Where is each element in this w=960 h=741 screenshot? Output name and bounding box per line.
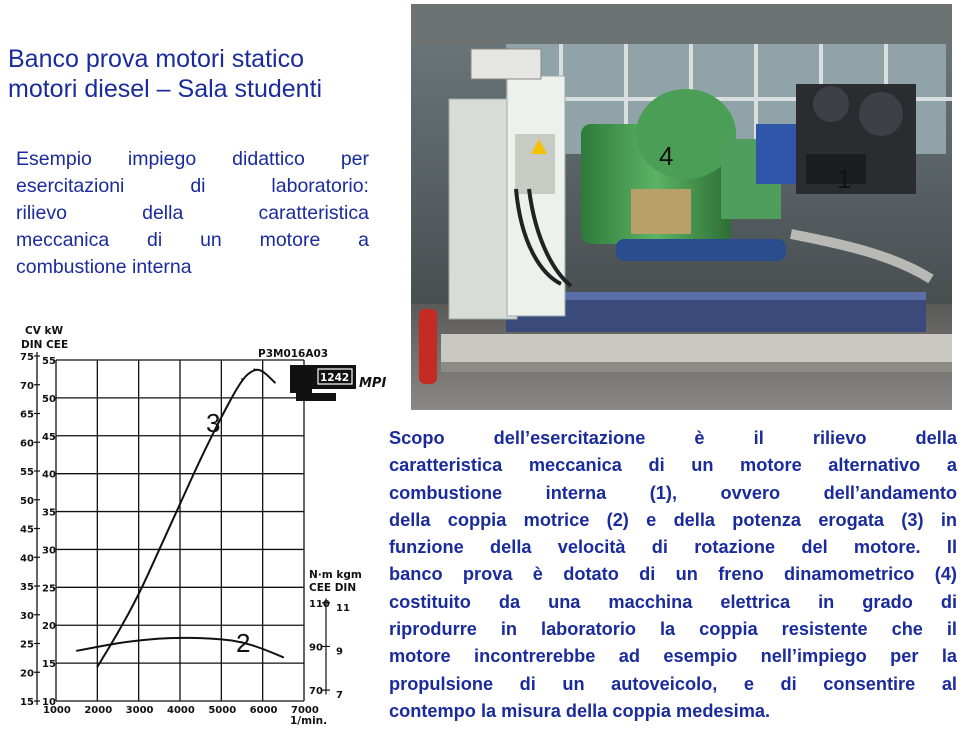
power-point (117, 632, 119, 634)
torque-unit-1: N·m kgm (309, 569, 362, 581)
kw-tick-label: 45 (42, 431, 56, 443)
torque-point (179, 637, 181, 639)
intro-line-4 (16, 227, 369, 254)
power-point (221, 416, 223, 418)
description-paragraph (389, 425, 957, 725)
nm-tick-label: 70 (309, 686, 323, 698)
intro-line-2 (16, 173, 369, 200)
torque-point (200, 637, 202, 639)
chart-header-left: CV kW (25, 325, 64, 337)
intro-word: di (147, 229, 163, 251)
cv-tick-label: 70 (20, 380, 34, 392)
power-point (97, 666, 99, 668)
power-curve (97, 370, 275, 667)
x-tick-label: 6000 (249, 705, 278, 716)
intro-word: meccanica (16, 229, 110, 251)
chart-engine-suffix: MPI (359, 376, 387, 391)
power-point (254, 368, 256, 370)
x-tick-label: 2000 (84, 705, 113, 716)
kgm-tick-label: 9 (336, 646, 343, 658)
intro-paragraph (16, 146, 369, 281)
intro-line-1 (16, 146, 369, 173)
intro-word: Esempio (16, 148, 92, 170)
chart-svg (0, 318, 395, 736)
cv-tick-label: 40 (20, 553, 34, 565)
torque-point (76, 650, 78, 652)
intro-word: un (200, 229, 222, 251)
kw-tick-label: 35 (42, 507, 56, 519)
intro-word: rilievo (16, 202, 67, 224)
intro-word: a (358, 229, 369, 251)
torque-point (283, 657, 285, 659)
torque-unit-2: CEE DIN (309, 582, 357, 594)
cv-tick-label: 25 (20, 639, 34, 651)
desc-line: riprodurre in laboratorio la coppia resistente che il (389, 619, 957, 640)
torque-point (117, 642, 119, 644)
chart-grid (37, 352, 326, 705)
x-tick-label: 7000 (291, 705, 319, 716)
power-point (200, 458, 202, 460)
kw-tick-label: 15 (42, 659, 56, 671)
desc-line: combustione interna (1), ovvero dell’andamento (389, 482, 957, 503)
cv-tick-label: 30 (20, 610, 34, 622)
intro-word: caratteristica (258, 202, 369, 224)
cv-tick-label: 20 (20, 668, 34, 680)
torque-point (97, 646, 99, 648)
x-tick-label: 4000 (167, 705, 195, 716)
torque-point (159, 638, 161, 640)
intro-word: motore (259, 229, 321, 251)
desc-line: Scopo dell’esercitazione è il rilievo della (389, 428, 957, 448)
cv-tick-label: 35 (20, 582, 34, 593)
kw-tick-label: 40 (42, 469, 56, 481)
power-curve-label: 3 (206, 408, 221, 438)
power-point (274, 382, 276, 384)
cv-tick-label: 65 (20, 409, 34, 421)
test-bench-illustration (411, 4, 952, 410)
kw-tick-label: 30 (42, 545, 56, 557)
desc-line: contempo la misura della coppia medesima. (389, 700, 771, 721)
kw-tick-label: 20 (42, 621, 56, 633)
power-point (241, 378, 243, 380)
x-tick-label: 3000 (125, 705, 154, 716)
desc-line: caratteristica meccanica di un motore alternativo a (389, 455, 957, 476)
photo-marker-4: 4 (659, 141, 674, 171)
power-point (159, 549, 161, 551)
torque-point (262, 648, 264, 650)
power-point (262, 370, 264, 372)
engine-performance-chart (0, 318, 395, 736)
cv-tick-label: 15 (20, 697, 34, 708)
intro-word: didattico (232, 148, 305, 170)
nm-tick-label: 90 (309, 642, 323, 654)
intro-word: esercitazioni (16, 175, 125, 197)
kw-tick-label: 10 (42, 697, 56, 708)
x-tick-label: 5000 (208, 705, 237, 716)
page-title (8, 44, 403, 104)
intro-line-5: combustione interna (16, 256, 192, 278)
photo-marker-1: 1 (837, 164, 852, 194)
cv-tick-label: 50 (20, 495, 34, 507)
desc-line: banco prova è dotato di un freno dinamometrico (4) (389, 564, 957, 585)
chart-engine-code: P3M016A03 (258, 348, 329, 360)
desc-line: motore incontrerebbe ad esempio nell’impiego per la (389, 646, 957, 667)
kw-tick-label: 25 (42, 583, 56, 595)
power-point (138, 594, 140, 596)
desc-line: della coppia motrice (2) e della potenza erogata (3) in (389, 509, 957, 530)
intro-word: laboratorio: (271, 175, 369, 197)
title-line-1: Banco prova motori statico (8, 45, 304, 73)
torque-point (221, 638, 223, 640)
intro-word: impiego (127, 148, 197, 170)
cv-tick-label: 45 (20, 524, 34, 536)
torque-curve-label: 2 (236, 628, 251, 658)
chart-engine-badge: 1242 (320, 372, 350, 384)
torque-point (138, 640, 140, 642)
test-bench-photo (411, 4, 952, 410)
nm-tick-label: 110 (309, 598, 330, 610)
chart-ticks (20, 352, 350, 716)
intro-word: per (340, 148, 369, 170)
chart-header-left-2: DIN CEE (21, 339, 69, 351)
kgm-tick-label: 7 (336, 690, 343, 702)
x-axis-label: 1/min. (290, 715, 328, 727)
intro-line-3 (16, 200, 369, 227)
desc-line: costituito da una macchina elettrica in grado di (389, 591, 957, 612)
intro-word: di (190, 175, 206, 197)
intro-word: della (142, 202, 184, 224)
desc-line: propulsione di un autoveicolo, e di consentire al (389, 673, 957, 694)
desc-line: funzione della velocità di rotazione del motore. Il (389, 537, 957, 558)
cv-tick-label: 60 (20, 438, 34, 450)
kgm-tick-label: 11 (336, 602, 350, 614)
kw-tick-label: 55 (42, 356, 56, 367)
power-point (179, 503, 181, 505)
x-tick-label: 1000 (43, 705, 71, 716)
kw-tick-label: 50 (42, 393, 56, 405)
title-line-2: motori diesel – Sala studenti (8, 75, 323, 103)
cv-tick-label: 55 (20, 467, 34, 478)
cv-tick-label: 75 (20, 352, 34, 363)
